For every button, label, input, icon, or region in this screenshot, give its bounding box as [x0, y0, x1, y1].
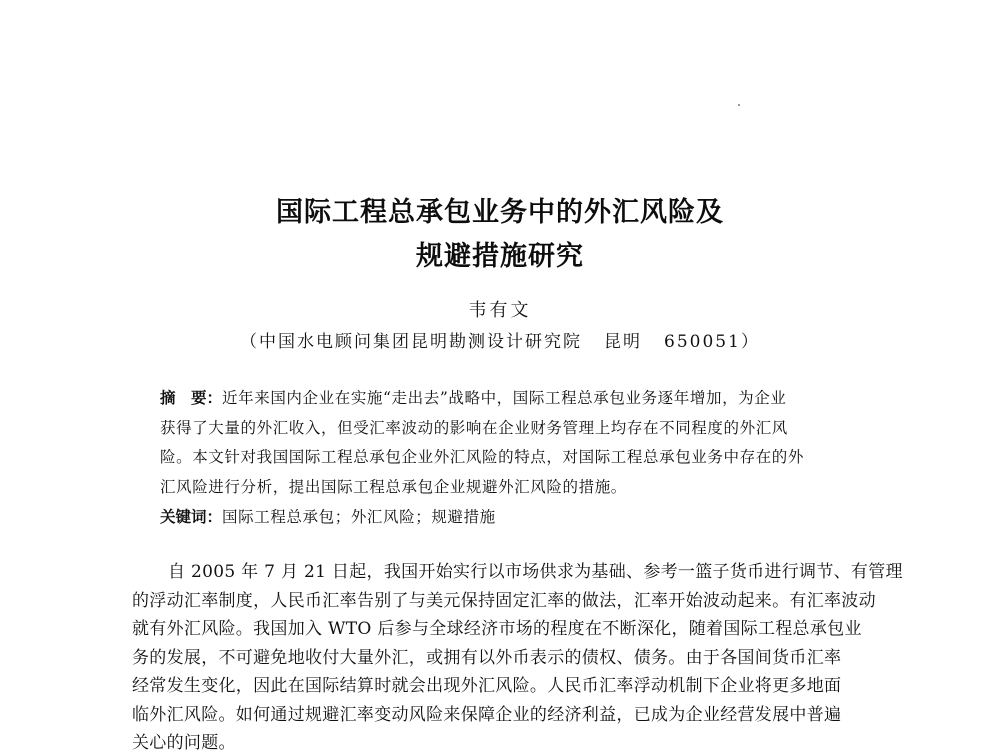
affiliation-organization: 中国水电顾问集团昆明勘测设计研究院	[259, 332, 583, 352]
abstract-line: 获得了大量的外汇收入，但受汇率波动的影响在企业财务管理上均存在不同程度的外汇风	[160, 418, 788, 437]
abstract-line	[160, 384, 880, 414]
body-line: 自 2005 年 7 月 21 日起，我国开始实行以市场供求为基础、参考一篮子货币进行调节、有管理	[168, 562, 903, 582]
body-line: 的浮动汇率制度，人民币汇率告别了与美元保持固定汇率的做法，汇率开始波动起来。有汇率波动	[132, 590, 876, 611]
affiliation-postcode: 650051	[664, 332, 741, 352]
affiliation-city: 昆明	[604, 332, 643, 352]
paper-title-line-2: 规避措施研究	[416, 241, 584, 272]
author-affiliation	[150, 327, 850, 352]
body-line: 就有外汇风险。我国加入 WTO 后参与全球经济市场的程度在不断深化，随着国际工程总承包业	[132, 619, 862, 639]
affiliation-open-paren: （	[240, 332, 260, 352]
body-line: 临外汇风险。如何通过规避汇率变动风险来保障企业的经济利益，已成为企业经营发展中普遍	[132, 704, 842, 725]
author-name: 韦有文	[468, 300, 532, 321]
abstract-line: 汇风险进行分析，提出国际工程总承包企业规避外汇风险的措施。	[160, 477, 627, 496]
abstract	[160, 384, 880, 502]
keywords	[160, 505, 880, 527]
body-line: 关心的问题。	[132, 733, 236, 752]
abstract-text: 近年来国内企业在实施“走出去”战略中，国际工程总承包业务逐年增加，为企业	[222, 389, 787, 407]
scan-speck	[738, 104, 740, 106]
paper-title-line-1: 国际工程总承包业务中的外汇风险及	[276, 197, 724, 228]
body-paragraph	[132, 558, 902, 752]
abstract-line: 险。本文针对我国国际工程总承包企业外汇风险的特点，对国际工程总承包业务中存在的外	[160, 448, 805, 466]
keywords-label: 关键词：	[160, 508, 223, 526]
abstract-label: 摘 要：	[160, 389, 223, 407]
affiliation-close-paren: ）	[740, 332, 760, 352]
keywords-text: 国际工程总承包；外汇风险；规避措施	[222, 508, 496, 526]
body-line: 经常发生变化，因此在国际结算时就会出现外汇风险。人民币汇率浮动机制下企业将更多地面	[132, 676, 842, 696]
body-line: 务的发展，不可避免地收付大量外汇，或拥有以外币表示的债权、债务。由于各国间货币汇率	[132, 647, 842, 668]
